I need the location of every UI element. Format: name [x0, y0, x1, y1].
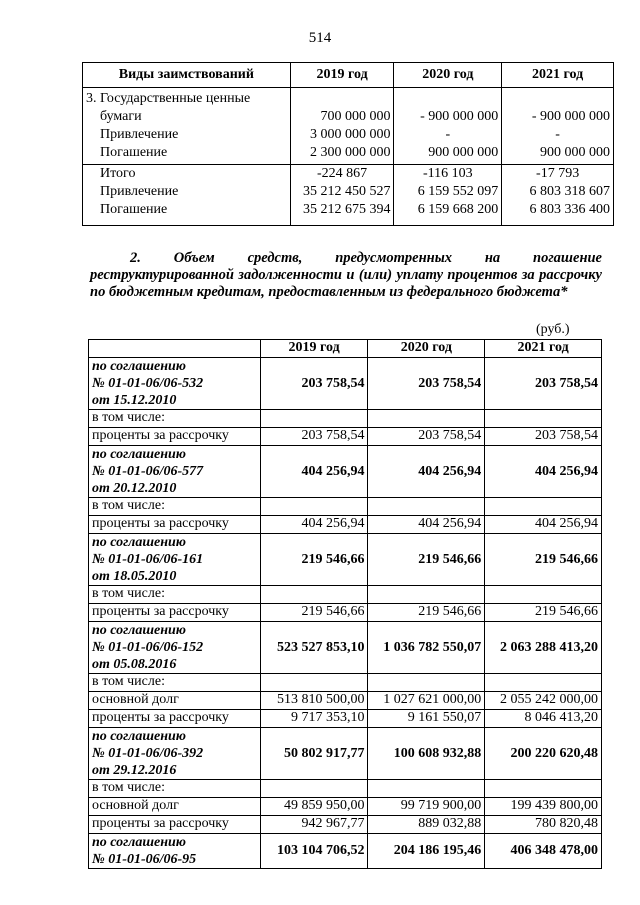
detail-value: 8 046 413,20 [485, 710, 602, 728]
securities-row [83, 88, 614, 165]
agreement-label-line: по соглашению [92, 535, 186, 550]
header-2021: 2021 год [502, 63, 614, 88]
agreement-total: 200 220 620,48 [485, 728, 602, 780]
including-label: в том числе: [89, 410, 261, 428]
agreement-total: 1 036 782 550,07 [368, 622, 485, 674]
empty-cell [368, 410, 485, 428]
agreement-label-line: № 01-01-06/06-392 [92, 746, 204, 761]
detail-value: 203 758,54 [260, 428, 368, 446]
agreement-total: 404 256,94 [260, 446, 368, 498]
cell: 6 159 668 200 [417, 202, 499, 217]
agreement-total: 219 546,66 [260, 534, 368, 586]
agreement-total: 406 348 478,00 [485, 834, 602, 869]
securities-labels [83, 88, 291, 165]
agreement-total: 523 527 853,10 [260, 622, 368, 674]
detail-label: проценты за рассрочку [89, 710, 261, 728]
total-attraction-label: Привлечение [100, 184, 179, 199]
total-2021 [502, 165, 614, 226]
cell: -224 867 [316, 166, 368, 181]
cell: 6 159 552 097 [417, 184, 499, 199]
agreement-label-line: № 01-01-06/06-152 [92, 640, 204, 655]
detail-label: проценты за рассрочку [89, 516, 261, 534]
detail-row [89, 428, 602, 446]
agreement-label-line: по соглашению [92, 623, 186, 638]
securities-repayment-label: Погашение [100, 145, 168, 160]
section-title [90, 250, 602, 301]
agreement-label-line: от 15.12.2010 [92, 393, 177, 408]
detail-value: 2 055 242 000,00 [485, 692, 602, 710]
total-2020 [394, 165, 502, 226]
detail-value: 780 820,48 [485, 816, 602, 834]
agreement-total: 50 802 917,77 [260, 728, 368, 780]
cell: - [555, 127, 560, 142]
detail-value: 513 810 500,00 [260, 692, 368, 710]
cell: - 900 000 000 [420, 109, 499, 124]
detail-label: проценты за рассрочку [89, 604, 261, 622]
agreement-label-line: от 18.05.2010 [92, 569, 177, 584]
including-label: в том числе: [89, 498, 261, 516]
detail-row [89, 816, 602, 834]
empty-cell [368, 674, 485, 692]
header-2019: 2019 год [290, 63, 394, 88]
agreement-total: 203 758,54 [485, 358, 602, 410]
agreement-row [89, 728, 602, 780]
header-2020: 2020 год [368, 340, 485, 358]
agreement-label-line: № 01-01-06/06-532 [92, 376, 204, 391]
detail-label: основной долг [89, 692, 261, 710]
total-label: Итого [100, 166, 136, 181]
detail-label: основной долг [89, 798, 261, 816]
empty-cell [260, 410, 368, 428]
including-row [89, 410, 602, 428]
detail-value: 9 161 550,07 [368, 710, 485, 728]
unit-label: (руб.) [536, 322, 570, 337]
agreement-total: 204 186 195,46 [368, 834, 485, 869]
agreement-label-line: по соглашению [92, 835, 186, 850]
empty-cell [485, 498, 602, 516]
including-row [89, 780, 602, 798]
detail-row [89, 604, 602, 622]
detail-row [89, 710, 602, 728]
agreement-total: 103 104 706,52 [260, 834, 368, 869]
agreement-label-line: от 05.08.2016 [92, 657, 177, 672]
agreement-label-line: по соглашению [92, 359, 186, 374]
including-label: в том числе: [89, 674, 261, 692]
securities-attraction-label: Привлечение [100, 127, 179, 142]
including-label: в том числе: [89, 780, 261, 798]
agreement-total: 203 758,54 [260, 358, 368, 410]
detail-value: 404 256,94 [368, 516, 485, 534]
empty-cell [368, 586, 485, 604]
agreement-row [89, 834, 602, 869]
detail-value: 1 027 621 000,00 [368, 692, 485, 710]
agreement-total: 203 758,54 [368, 358, 485, 410]
agreement-label-line: от 20.12.2010 [92, 481, 177, 496]
including-row [89, 498, 602, 516]
cell: - [445, 127, 451, 142]
agreement-label-line: № 01-01-06/06-95 [92, 852, 197, 867]
empty-cell [260, 780, 368, 798]
agreement-label-line: от 29.12.2016 [92, 763, 177, 778]
empty-cell [485, 674, 602, 692]
total-row [83, 165, 614, 226]
agreement-row [89, 534, 602, 586]
agreement-row [89, 622, 602, 674]
cell: 6 803 318 607 [529, 184, 610, 199]
detail-value: 99 719 900,00 [368, 798, 485, 816]
securities-2020 [394, 88, 502, 165]
including-row [89, 674, 602, 692]
cell: 35 212 675 394 [302, 202, 391, 217]
agreement-label [89, 728, 261, 780]
section-title-rest: реструктурированной задолженности и (или) уплату процентов за рассрочку по бюджетным кредитам, предоставленным из федерального бюджета* [90, 267, 602, 300]
detail-value: 219 546,66 [260, 604, 368, 622]
empty-cell [368, 780, 485, 798]
cell: -116 103 [423, 166, 473, 181]
agreement-label-line: № 01-01-06/06-577 [92, 464, 204, 479]
including-row [89, 586, 602, 604]
agreement-label-line: по соглашению [92, 729, 186, 744]
securities-2019 [290, 88, 394, 165]
empty-cell [485, 586, 602, 604]
detail-value: 942 967,77 [260, 816, 368, 834]
detail-value: 9 717 353,10 [260, 710, 368, 728]
header-blank [89, 340, 261, 358]
cell: 700 000 000 [320, 109, 391, 124]
including-label: в том числе: [89, 586, 261, 604]
agreement-total: 404 256,94 [368, 446, 485, 498]
securities-title: 3. Государственные ценные [86, 91, 251, 106]
securities-title-cont: бумаги [100, 109, 142, 124]
cell: 900 000 000 [428, 145, 499, 160]
securities-2021 [502, 88, 614, 165]
page-number: 514 [308, 30, 332, 46]
cell: 900 000 000 [540, 145, 610, 160]
header-2020: 2020 год [394, 63, 502, 88]
total-repayment-label: Погашение [100, 202, 168, 217]
agreement-label-line: № 01-01-06/06-161 [92, 552, 204, 567]
header-borrowing-type: Виды заимствований [83, 63, 291, 88]
agreement-row [89, 358, 602, 410]
agreement-total: 404 256,94 [485, 446, 602, 498]
header-2021: 2021 год [485, 340, 602, 358]
empty-cell [485, 780, 602, 798]
cell [397, 90, 498, 108]
detail-row [89, 516, 602, 534]
cell: 35 212 450 527 [302, 184, 391, 199]
agreement-label [89, 622, 261, 674]
detail-label: проценты за рассрочку [89, 428, 261, 446]
cell [505, 90, 610, 108]
agreement-total: 2 063 288 413,20 [485, 622, 602, 674]
detail-value: 404 256,94 [485, 516, 602, 534]
agreement-total: 100 608 932,88 [368, 728, 485, 780]
cell: 3 000 000 000 [309, 127, 391, 142]
agreement-label [89, 358, 261, 410]
empty-cell [260, 674, 368, 692]
detail-value: 203 758,54 [485, 428, 602, 446]
header-2019: 2019 год [260, 340, 368, 358]
detail-label: проценты за рассрочку [89, 816, 261, 834]
agreement-label [89, 834, 261, 869]
cell [294, 90, 391, 108]
empty-cell [260, 586, 368, 604]
empty-cell [260, 498, 368, 516]
restructured-debt-table [88, 339, 602, 869]
section-title-line1: 2. Объем средств, предусмотренных на погашение [130, 250, 602, 266]
cell: -17 793 [536, 166, 580, 181]
detail-value: 889 032,88 [368, 816, 485, 834]
agreement-label [89, 446, 261, 498]
detail-value: 219 546,66 [485, 604, 602, 622]
agreement-label [89, 534, 261, 586]
empty-cell [368, 498, 485, 516]
detail-value: 49 859 950,00 [260, 798, 368, 816]
detail-value: 404 256,94 [260, 516, 368, 534]
empty-cell [485, 410, 602, 428]
borrowings-header-row [83, 63, 614, 88]
detail-row [89, 798, 602, 816]
agreement-total: 219 546,66 [368, 534, 485, 586]
cell: 2 300 000 000 [309, 145, 391, 160]
detail-value: 199 439 800,00 [485, 798, 602, 816]
total-labels [83, 165, 291, 226]
agreement-row [89, 446, 602, 498]
detail-value: 203 758,54 [368, 428, 485, 446]
detail-row [89, 692, 602, 710]
agreement-label-line: по соглашению [92, 447, 186, 462]
detail-value: 219 546,66 [368, 604, 485, 622]
debt-header-row [89, 340, 602, 358]
debt-table-body [89, 358, 602, 869]
borrowings-table [82, 62, 614, 226]
cell: 6 803 336 400 [529, 202, 610, 217]
agreement-total: 219 546,66 [485, 534, 602, 586]
total-2019 [290, 165, 394, 226]
cell: - 900 000 000 [531, 109, 610, 124]
